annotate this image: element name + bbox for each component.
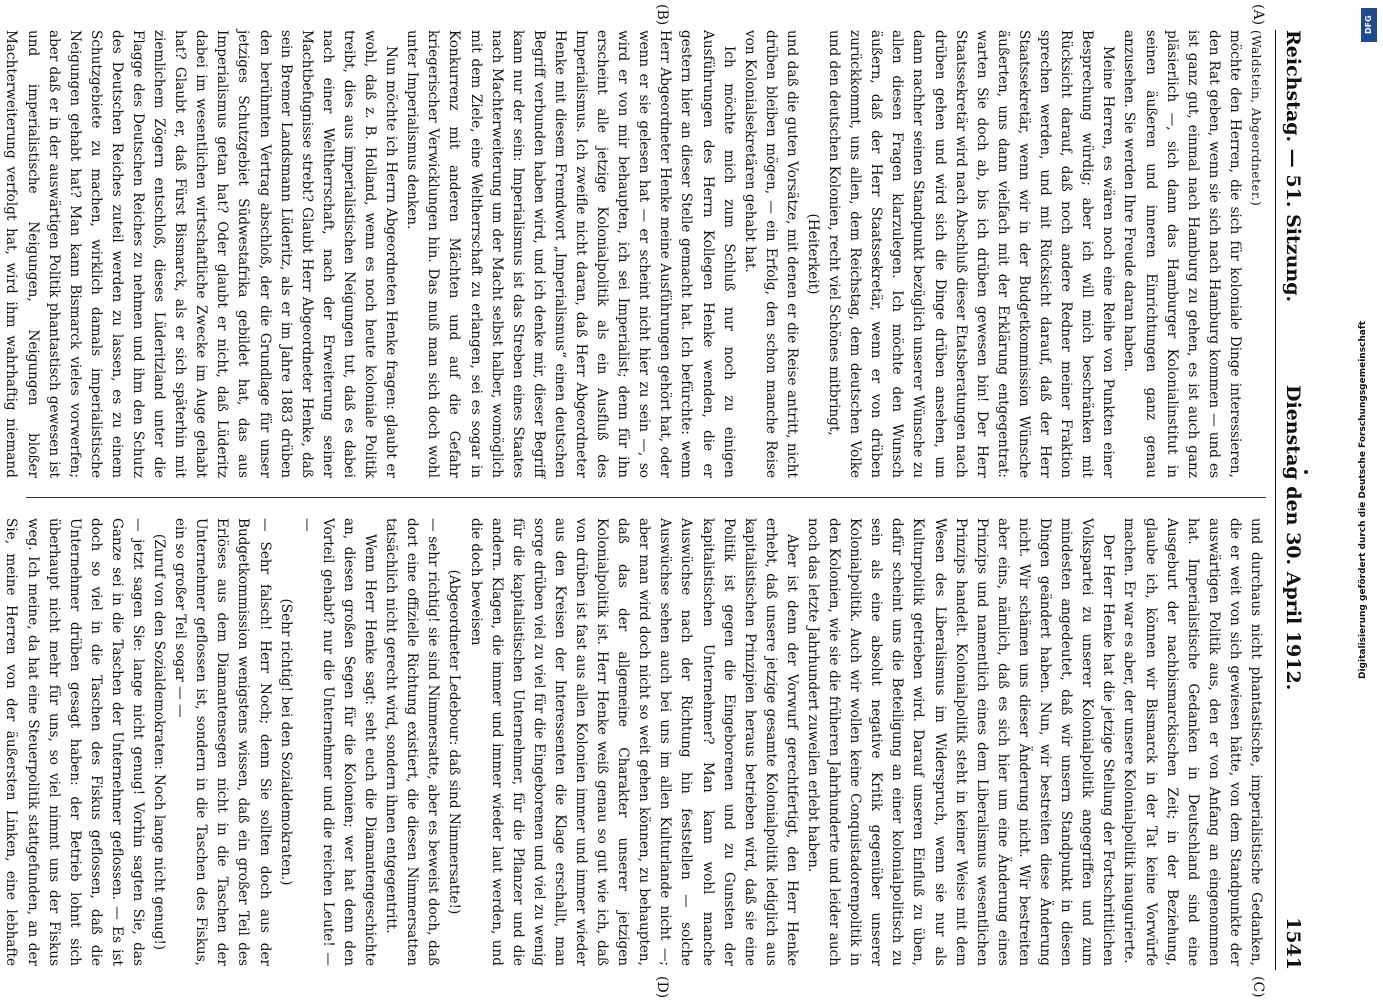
paragraph: Der Herr Henke hat die jetzige Stellung der Fortschrittlichen Volkspartei zu unserer Kolonialpolitik angegriffen und zum mindesten angedeutet, daß wir unsern Standpunkt in diesen Dingen geändert haben. Nun, wir bestreiten diese Änderung nicht. Wir schämen uns dieser Änderung nicht. Wir bestreiten aber eins, nämlich, daß es sich hier um eine Änderung eines Prinzips und namentlich eines dem Liberalismus wesentlichen Prinzips handelt. Kolonialpolitik steht in keiner Weise mit dem Wesen des Liberalismus im Widerspruch, wenn sie nur als Kulturpolitik getrieben wird. Darauf unseren Einfluß zu üben, dafür scheint uns die Beteiligung an einer kolonialpolitisch zu sein als eine absolut negative Kritik gegenüber unserer Kolonialpolitik. Auch wir wollen keine Conquistadorenpolitik in den Kolonien, wie sie die früheren Jahrhunderte und leider auch noch das letzte Jahrhundert zuweilen erlebt haben. — [805, 518, 1117, 966]
page-number: 1541 — [1282, 917, 1304, 970]
margin-marker-c: (C) — [1250, 976, 1266, 998]
header-date: Dienstag den 30. April 1912. — [1282, 385, 1304, 691]
scan-speck — [1304, 470, 1308, 474]
paragraph: und durchaus nicht phantastische, imperialistische Gedanken, die er weit von sich gewiesen hätte, von dem Standpunkte der auswärtigen Politik aus, den er von Anfang an eingenommen hat. Imperialistische Gedanken in Deutschland sind eine Ausgeburt der nachbismarckischen Zeit; in der Beziehung, glaube ich, können wir Bismarck in der Tat keine Vorwürfe machen. Er war es aber, der unsere Kolonialpolitik inaugurierte. — [1121, 518, 1264, 966]
interjection: (Abgeordneter Ledebour: daß sind Nimmersatte!) — [446, 569, 463, 915]
paragraph: Meine Herren, es wären noch eine Reihe von Punkten einer Besprechung würdig; aber ich will mich beschränken mit Rücksicht darauf, daß noch andere Redner meiner Fraktion sprechen werden, und mit Rücksicht darauf, daß der Herr Staatssekretär, wenn wir in der Budgetkommission Wünsche äußerten, uns dann vielfach mit der Erklärung entgegentrat: warten Sie doch ab, bis ich drüben gewesen bin! Der Herr Staatssekretär wird nach Abschluß dieser Etatsberatungen nach drüben gehen und wird sich die Dinge drüben ansehen, um dann nachher seinen Standpunkt bezüglich unserer Wünsche zu allen diesen Fragen klarzulegen. Ich möchte den Wunsch äußern, daß der Herr Staatssekretär, wenn er von drüben zurückkommt, uns allen, dem Reichstag, dem deutschen Volke und den deutschen Kolonien, recht viel Schönes mitbringt, — [826, 30, 1117, 478]
margin-marker-d: (D) — [654, 976, 670, 999]
interjection: (Sehr richtig! bei den Sozialdemokraten.) — [277, 598, 294, 886]
paragraph: Wenn Herr Henke sagt: seht euch die Diamantengeschichte an, diesen großen Segen für die Kolonien; wer hat denn den Vorteil gehabt? nur die Unternehmer und die reichen Leute! — — — [298, 518, 379, 966]
paragraph: Ich möchte mich zum Schluß nur noch zu einigen Ausführungen des Herrn Kollegen Henke wenden, die er gestern hier an dieser Stelle gemacht hat. Ich befürchte: wenn Herr Abgeordneter Henke meine Ausführungen gehört hat, oder wenn er sie gelesen hat — er scheint nicht hier zu sein —, so wird er von mir behaupten, ich sei Imperialist; denn für ihn erscheint alle jetzige Kolonialpolitik als ein Ausfluß des Imperialismus. Ich zweifle nicht daran, daß Herr Abgeordneter Henke mit diesem Fremdwort „Imperialismus“ einen deutschen Begriff verbunden haben wird, und ich denke mir, dieser Begriff kann nur der sein: Imperialismus ist das Streben eines Staates nach Machterweiterung um der Macht selbst halber, womöglich mit dem Ziele, eine Weltherrschaft zu erlangen, sei es sogar in Konkurrenz mit anderen Mächten und auf die Gefahr kriegerischer Verwicklungen hin. Das muß man sich doch wohl unter Imperialismus denken. — [404, 30, 737, 478]
right-column — [3, 518, 1266, 966]
paragraph: und daß die guten Vorsätze, mit denen er die Reise antritt, nicht drüben bleiben mögen, — ein Erfolg, den schon manche Reise von Kolonialsekretären gehabt hat. — [741, 30, 800, 478]
header-session: Reichstag. — 51. Sitzung. — [1282, 30, 1304, 303]
paragraph: Nun möchte ich Herrn Abgeordneten Henke fragen: glaubt er wohl, daß z. B. Holland, wenn es noch heute koloniale Politik treibt, dies aus imperialistischen Neigungen tut, daß es dabei nach einer Weltherrschaft, nach der Erweiterung seiner Machtbefugnisse strebt? Glaubt Herr Abgeordneter Henke, daß sein Bremer Landsmann Lüderitz, als er im Jahre 1883 drüben den berühmten Vertrag abschloß, der die Grundlage für unser jetziges Schutzgebiet Südwestafrika gebildet hat, das aus Imperialismus getan hat? Oder glaubt er nicht, daß Lüderitz dabei im wesentlichen wirtschaftliche Zwecke im Auge gehabt hat? Glaubt er, daß Fürst Bismarck, als er sich späterhin mit ziemlichem Zögern entschloß, dieses Lüderitzland unter die Flagge des Deutschen Reiches zu nehmen und ihm den Schutz des Deutschen Reiches zuteil werden zu lassen, es zu einem Schutzgebiete zu machen, wirklich damals imperialistische Neigungen gehabt hat? Man kann Bismarck vieles vorwerfen; aber daß er in der auswärtigen Politik phantastisch gewesen ist und imperialistische Neigungen, Neigungen bloßer Machterweiterung verfolgt hat, wird ihm wahrhaftig niemand — [3, 30, 400, 478]
interjection: (Heiterkeit) — [805, 213, 822, 295]
dfg-logo-badge: DFG — [1361, 8, 1377, 42]
margin-marker-a: (A) — [1250, 4, 1266, 26]
digitization-credit: Digitalisierung gefördert durch die Deutsche Forschungsgemeinschaft — [1358, 320, 1368, 680]
paragraph: — jetzt sagen Sie: lange nicht genug! Vorhin sagten Sie, das Ganze sei in die Taschen der Unternehmer geflossen. — Es ist doch so viel in die Taschen des Fiskus geflossen, daß die Unternehmer drüben gesagt haben: der Betrieb lohnt sich überhaupt nicht mehr für uns, so viel nimmt uns der Fiskus weg. Ich meine, da hat eine Steuerpolitik stattgefunden, an der Sie, meine Herren von der äußersten Linken, eine lebhafte — [3, 518, 147, 966]
document-page — [3, 4, 1310, 999]
paragraph: — Sehr falsch! Herr Noch; denn Sie sollten doch aus der Budgetkommission wenigstens wissen, daß ein großer Teil des Erlöses aus dem Diamantensegen nicht in die Taschen der Unternehmer geflossen ist, sondern in die Taschen des Fiskus, ein so großer Teil sogar — — — [172, 518, 273, 966]
column-divider — [26, 497, 1266, 498]
speaker-label: (Waldstein, Abgeordneter.) — [1249, 30, 1263, 207]
paragraph: — sehr richtig! sie sind Nimmersatte, aber es beweist doch, daß dort eine offizielle Richtung existiert, die diesen Nimmersatten tatsächlich nicht gerecht wird, sondern ihnen entgegentritt. — [383, 518, 442, 966]
paragraph: möchte den Herren, die sich für koloniale Dinge interessieren, den Rat geben, wenn sie sich nach Hamburg kommen — und es ist ganz gut, einmal nach Hamburg zu gehen, es ist auch ganz pläsierlich —, sich dann das Hamburger Kolonialinstitut in seinen äußeren und inneren Einrichtungen ganz genau anzusehen. Sie werden Ihre Freude daran haben. — [1121, 30, 1243, 478]
margin-marker-b: (B) — [654, 4, 670, 26]
left-column — [3, 30, 1266, 478]
interjection: (Zuruf von den Sozialdemokraten: Noch lange nicht genug!) — [151, 533, 168, 951]
paragraph: Aber ist denn der Vorwurf gerechtfertigt, den Herr Henke erhebt, daß unsere jetzige gesamte Kolonialpolitik lediglich aus kapitalistischen Prinzipien heraus betrieben wird, daß sie eine Politik ist gegen die Eingeborenen und zu Gunsten der kapitalistischen Unternehmer? Man kann wohl manche Auswüchse nach der Richtung hin feststellen — solche Auswüchse sehen auch bei uns im allen Kulturlande nicht —; aber man wird doch nicht so weit gehen können, zu behaupten, daß das der allgemeine Charakter unserer jetzigen Kolonialpolitik ist. Herr Henke weiß genau so gut wie ich, daß von drüben ist fast aus allen Kolonien immer und immer wieder aus den Kreisen der Interessenten die Klage erschallt, man sorge drüben viel zu viel für die Eingeborenen und viel zu wenig für die kapitalistischen Unternehmer, für die Pflanzer und die andern. Klagen, die immer und immer wieder laut werden, und die doch beweisen — [467, 518, 800, 966]
page-header — [1275, 30, 1310, 970]
